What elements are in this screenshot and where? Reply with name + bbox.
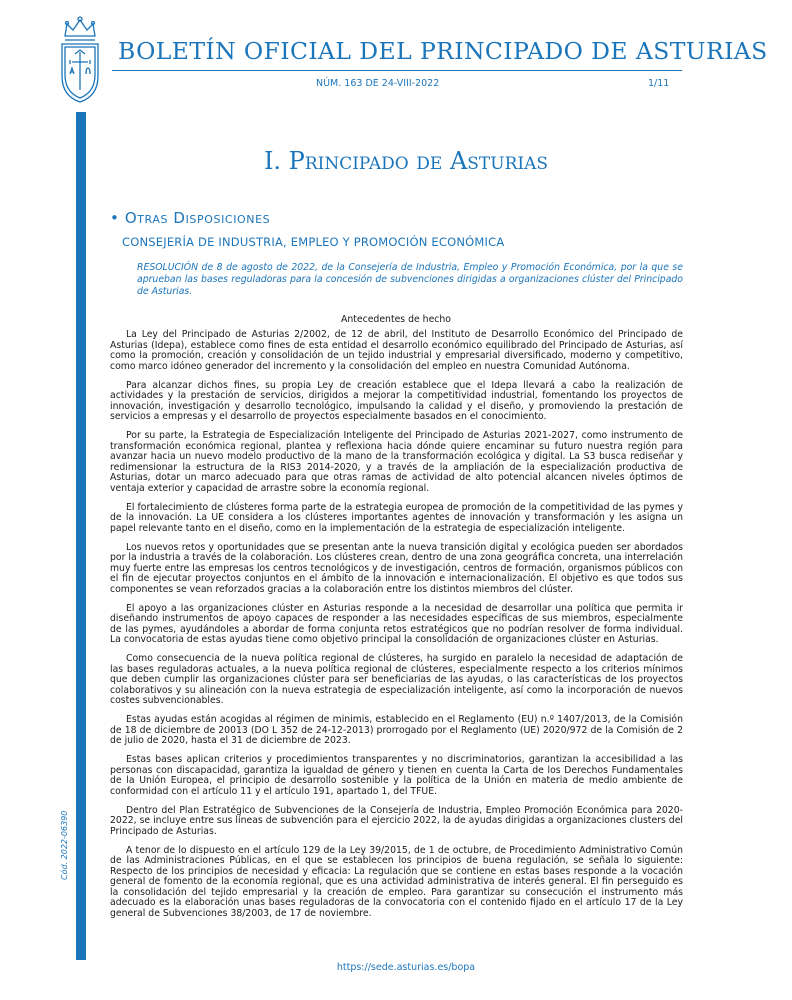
paragraph: Dentro del Plan Estratégico de Subvenciones de la Consejería de Industria, Empleo Promoción Económica para 2020-2022, se incluye entre sus líneas de subvención para el ejercicio 2022, la de ayudas dirigidas a organizaciones clusters del Principado de Asturias. — [110, 804, 683, 837]
document-code: Cód. 2022-06390 — [60, 810, 69, 880]
paragraph: El fortalecimiento de clústeres forma parte de la estrategia europea de promoción de la competitividad de las pymes y de la innovación. La UE considera a los clústeres importantes agentes de innovación y transformación y les asigna un papel relevante tanto en el diseño, como en la implementación de la estrategia de especialización inteligente. — [110, 501, 683, 534]
side-color-bar — [76, 112, 86, 960]
footer-url-link[interactable]: https://sede.asturias.es/bopa — [336, 962, 476, 973]
body-text — [110, 330, 683, 928]
paragraph: Estas ayudas están acogidas al régimen de minimis, establecido en el Reglamento (EU) n.º 1407/2013, de la Comisión de 18 de diciembre de 20013 (DO L 352 de 24-12-2013) prorrogado por el Reglamento (UE) 2020/972 de la Comisión de 2 de julio de 2020, hasta el 31 de diciembre de 2023. — [110, 714, 683, 746]
asturias-coat-of-arms-logo — [57, 14, 103, 104]
paragraph: El apoyo a las organizaciones clúster en Asturias responde a la necesidad de desarrollar una política que permita ir diseñando instrumentos de apoyo capaces de responder a las necesidades específicas de sus miembros, especialmente de las pymes, ayudándoles a abordar de forma conjunta retos estratégicos que no podrían resolver de forma individual. La convocatoria de estas ayudas tiene como objetivo principal la consolidación de organizaciones clúster en Asturias. — [110, 602, 683, 645]
paragraph: A tenor de lo dispuesto en el artículo 129 de la Ley 39/2015, de 1 de octubre, de Procedimiento Administrativo Común de las Administraciones Públicas, en el que se establecen los principios de buena regulación, se señala lo siguiente: Respecto de los principios de necesidad y eficacia: La regulación que se contiene en estas bases responde a la vocación general de fomento de la economía regional, que es una actividad administrativa de interés general. El fin perseguido es la consolidación del tejido empresarial y la creación de empleo. Para garantizar su consecución el instrumento más adecuado es la elaboración unas bases reguladoras de la convocatoria con el contenido fijado en el artículo 17 de la Ley general de Subvenciones 38/2003, de 17 de noviembre. — [110, 844, 683, 919]
page-number: 1/11 — [648, 78, 670, 89]
subsection-title: • Otras Disposiciones — [110, 209, 271, 227]
paragraph: Como consecuencia de la nueva política regional de clústeres, ha surgido en paralelo la necesidad de adaptación de las bases reguladoras actuales, a la nueva política regional de clústeres, especialmente respecto a los criterios mínimos que deben cumplir las organizaciones clúster para ser beneficiarias de las ayudas, o las características de los proyectos colaborativos y su alineación con la nueva estrategia de especialización inteligente, así como la incorporación de nuevos costes subvencionables. — [110, 653, 683, 706]
paragraph: Por su parte, la Estrategia de Especialización Inteligente del Principado de Asturias 2021-2027, como instrumento de transformación económica regional, plantea y reflexiona hacia dónde quiere encaminar su futuro nuestra región para avanzar hacia un nuevo modelo productivo de la mano de la transformación ecológica y digital. La S3 busca rediseñar y redimensionar la estructura de la RIS3 2014-2020, y a través de la ampliación de la especialización productiva de Asturias, dotar un marco adecuado para que otras ramas de actividad de alto potencial alcancen niveles óptimos de ventaja exterior y capacidad de arrastre sobre la economía regional. — [110, 430, 683, 494]
paragraph: Para alcanzar dichos fines, su propia Ley de creación establece que el Idepa llevará a cabo la realización de actividades y la prestación de servicios, dirigidos a mejorar la competitividad industrial, fomentando los proyectos de innovación, investigación y desarrollo tecnológico, impulsando la calidad y el diseño, y promoviendo la prestación de servicios a empresas y el desarrollo de proyectos especialmente basados en el conocimiento. — [110, 379, 683, 422]
paragraph: Los nuevos retos y oportunidades que se presentan ante la nueva transición digital y ecológica pueden ser abordados por la industria a través de la colaboración. Los clústeres crean, dentro de una zona geográfica concreta, una interrelación muy fuerte entre las empresas los centros tecnológicos y de investigación, centros de formación, organismos públicos con el fin de ejecutar proyectos conjuntos en el ámbito de la innovación e internacionalización. El objetivo es que todos sus componentes se vean reforzados gracias a la colaboración entre los distintos miembros del clúster. — [110, 541, 683, 595]
paragraph: Estas bases aplican criterios y procedimientos transparentes y no discriminatorios, garantizan la accesibilidad a las personas con discapacidad, garantiza la igualdad de género y tienen en cuenta la Carta de los Derechos Fundamentales de la Unión Europea, el principio de desarrollo sostenible y la política de la Unión en materia de medio ambiente de conformidad con el artículo 11 y el artículo 191, apartado 1, del TFUE. — [110, 754, 683, 797]
consejeria-name: CONSEJERÍA DE INDUSTRIA, EMPLEO Y PROMOCIÓN ECONÓMICA — [122, 235, 505, 249]
paragraph: La Ley del Principado de Asturias 2/2002, de 12 de abril, del Instituto de Desarrollo Económico del Principado de Asturias (Idepa), establece como fines de esta entidad el desarrollo económico equilibrado del Principado de Asturias, así como la promoción, creación y consolidación de un tejido industrial y empresarial diversificado, moderno y competitivo, como marco idóneo generador del incremento y la consolidación del empleo en nuestra Comunidad Autónoma. — [110, 329, 683, 372]
issue-number: NÚM. 163 DE 24-VIII-2022 — [316, 78, 440, 89]
antecedentes-heading: Antecedentes de hecho — [340, 314, 451, 325]
resolution-summary: RESOLUCIÓN de 8 de agosto de 2022, de la Consejería de Industria, Empleo y Promoción Económica, por la que se aprueban las bases reguladoras para la concesión de subvenciones dirigidas a organizaciones clúster del Principado de Asturias. — [137, 262, 683, 297]
section-title: I. Principado de Asturias — [263, 147, 549, 175]
header-divider — [112, 70, 682, 71]
bulletin-title: BOLETÍN OFICIAL DEL PRINCIPADO DE ASTURIAS — [118, 37, 768, 65]
